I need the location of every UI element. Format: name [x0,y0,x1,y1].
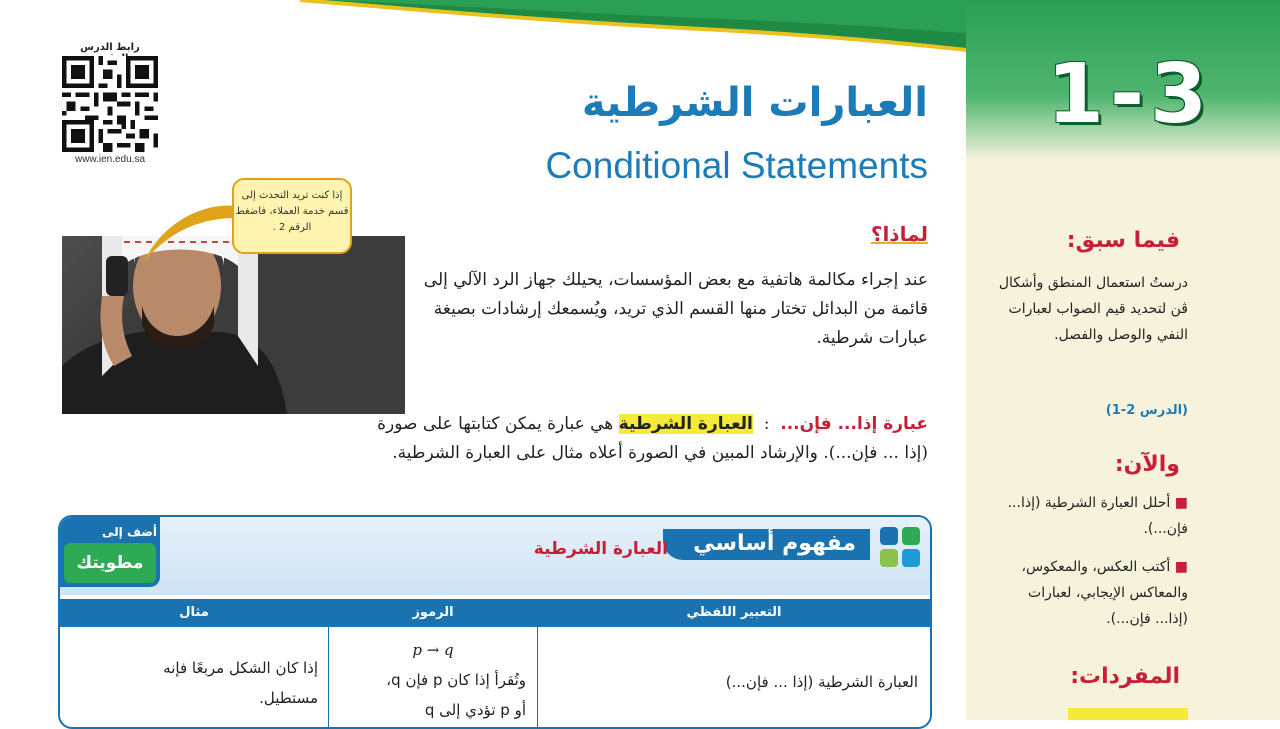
column-divider [328,599,329,727]
foldable-button[interactable]: مطويتك [64,543,156,583]
concept-title: مفهوم أساسي [663,529,870,560]
cell-symbols [340,635,526,729]
now-item [998,490,1188,542]
bullet-icon: ■ [1170,495,1188,511]
why-heading: لماذا؟ [870,222,928,246]
definition-term: عبارة إذا... فإن... [780,414,928,434]
qr-label: رابط الدرس [80,42,140,53]
symbol-reading: وتُقرأ إذا كان p فإن q، [386,671,526,689]
now-heading: والآن: [1114,452,1180,477]
previous-heading: فيما سبق: [1066,228,1180,253]
puzzle-icon [876,523,924,571]
now-item [998,554,1188,632]
previous-text: درستُ استعمال المنطق وأشكال ڤن لتحديد قيم الصواب لعبارات النفي والوصل والفصل. [998,275,1188,343]
term-separator: : [758,414,775,434]
now-item-text: أحلل العبارة الشرطية (إذا... فإن...). [1007,495,1188,537]
add-to-label: أضف إلى [102,525,157,539]
symbol-reading-alt: أو p تؤدي إلى q [424,701,526,719]
bubble-pointer [140,196,240,266]
definition-paragraph [368,410,928,468]
speech-bubble: إذا كنت تريد التحدث إلى قسم خدمة العملاء، فاضغط الرقم 2 . [232,178,352,254]
now-item-text: أكتب العكس، والمعكوس، والمعاكس الإيجابي، لعبارات (إذا... فإن...). [1021,559,1188,627]
page-title-arabic: العبارات الشرطية [581,80,928,126]
definition-text: هي عبارة يمكن كتابتها على صورة (إذا ... فإن...). والإرشاد المبين في الصورة أعلاه مثال على العبارة الشرطية. [377,414,928,463]
example-line-1: إذا كان الشكل مربعًا فإنه [163,659,318,677]
qr-code-icon[interactable] [62,56,158,152]
column-divider [537,599,538,727]
qr-url[interactable]: www.ien.edu.sa [74,154,146,165]
key-concept-box [58,515,932,729]
example-line-2: مستطيل. [259,689,318,707]
why-paragraph: عند إجراء مكالمة هاتفية مع بعض المؤسسات، يحيلك جهاز الرد الآلي إلى قائمة من البدائل تختار منها القسم الذي تريد، ويُسمعك إرشادات بصيغة عبارات شرطية. [423,270,928,348]
column-header-symbols: الرموز [329,599,537,627]
cell-example [72,653,318,729]
symbol-formula: p → q [412,641,454,659]
vocabulary-highlight [1068,708,1188,720]
page-title-english: Conditional Statements [545,145,928,186]
column-header-example: مثال [60,599,328,627]
lesson-number: 1-3 [1046,47,1214,142]
bullet-icon: ■ [1170,559,1188,575]
previous-lesson-link[interactable]: (الدرس 2-1) [1105,403,1188,418]
column-header-verbal: التعبير اللفظي [538,599,930,627]
concept-subtitle: العبارة الشرطية [533,539,668,559]
vocabulary-heading: المفردات: [1070,664,1180,689]
verbal-text: العبارة الشرطية (إذا ... فإن...) [725,673,918,691]
definition-highlight: العبارة الشرطية [618,414,753,434]
